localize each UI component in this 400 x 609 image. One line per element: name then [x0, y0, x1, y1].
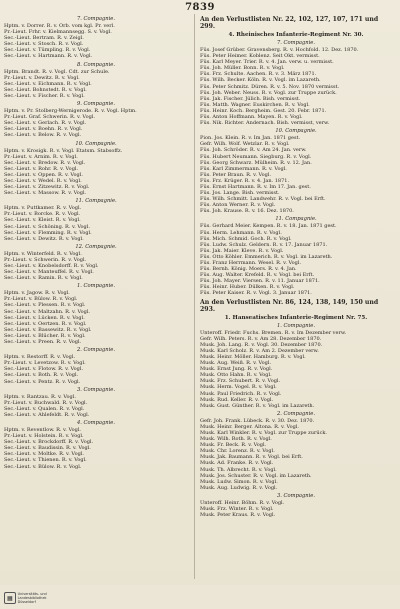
company-title: 11. Compagnie. [275, 216, 317, 223]
section-title: 1. Compagnie. [76, 283, 116, 290]
list-entry: Sec.-Lieut. v. Below. R. v. Vogl. [4, 132, 82, 139]
list-entry: Hptm. v. Jagow. R. v. Vogl. [4, 290, 70, 297]
list-entry: Musk. Fr. Beck. R. v. Vogl. [200, 442, 267, 449]
list-entry: Musk. Ludw. Simon. R. v. Vogl. [200, 478, 278, 485]
list-entry: Füs. Karl Zimmermann. R. v. Vogl. [200, 165, 287, 172]
list-entry: Sec.-Lieut. v. Ahlefeldt. R. v. Vogl. [4, 411, 90, 418]
list-entry: Sec.-Lieut. v. Oertzen. R. v. Vogl. [4, 320, 87, 327]
list-entry: Musk. Chr. Lorenz. R. v. Vogl. [200, 448, 275, 455]
list-entry: Hptm. v. Puttkamer. R. v. Vogl. [4, 205, 82, 212]
library-logo-icon: ▦ [4, 592, 16, 604]
list-entry: Musk. Joh. Lang. R. v. Vogl. 30. Dezember 1870. [200, 341, 323, 348]
list-entry: Füs. Matth. Wagner. Euskirchen. R. v. Vogl. [200, 101, 310, 108]
list-entry: Füs. Bernh. König. Moers. R. v. 4. Jan. [200, 266, 297, 273]
list-entry: Füs. Jak. Maier. Kleve. R. v. Vogl. [200, 247, 284, 254]
list-entry: Füs. Franz Herrmann. Wesel. R. v. Vogl. [200, 260, 302, 266]
list-entry: Hptm. v. Krosigk. R. v. Vogl. Etatsm. Stabsoffz. [4, 147, 123, 154]
list-entry: Hptm. Brandt. R. v. Vogl. Cdt. zur Schule. [4, 68, 110, 75]
list-entry: Musk. Aug. Ludwig. R. v. Vogl. [200, 484, 278, 491]
list-entry: Pr.-Lieut. Graf. Schwerin. R. v. Vogl. [4, 114, 95, 121]
list-entry: Füs. Heinr. Koch. Bergheim. Gest. 20. Febr. 1871. [200, 107, 327, 114]
list-entry: Musk. Frz. Schubert. R. v. Vogl. [200, 378, 281, 385]
section-title: 11. Compagnie. [75, 198, 117, 205]
list-entry: Sec.-Lieut. v. Ramin. R. v. Vogl. [4, 275, 83, 282]
page-number: 7839 [185, 2, 215, 13]
list-entry: Musk. Ad. Franke. R. v. Vogl. [200, 460, 274, 467]
list-entry: Füs. Peter Heimer. Koblenz. Seit Okt. vermisst. [200, 53, 320, 60]
list-entry: Sec.-Lieut. v. Stosch. R. v. Vogl. [4, 41, 84, 48]
list-entry: Pr.-Lieut. v. Levetzow. R. v. Vogl. [4, 360, 86, 367]
list-entry: Füs. Jos. Lange. Bish. vermisst. [200, 190, 280, 197]
list-entry: Pr.-Lieut. v. Holstein. R. v. Vogl. [4, 433, 84, 440]
list-entry: Füs. Ludw. Schulz. Geldern. R. v. 17. Januar 1871. [200, 241, 328, 248]
list-entry: Füs. Heinr. Huber. Dülken. R. v. Vogl. [200, 284, 295, 291]
list-entry: Hptm. v. Restorff. R. v. Vogl. [4, 354, 76, 361]
list-entry: Füs. Peter Schmitz. Düren. R. v. 5. Nov. 1870 vermisst. [200, 83, 340, 90]
list-entry: Füs. Anton Hoffmann. Mayen. R. v. Vogl. [200, 114, 303, 121]
list-entry: Musk. Jos. Schuster. R. v. Vogl. im Lazareth. [200, 472, 312, 479]
list-entry: Musk. Heinr. Möller. Hamburg. R. v. Vogl. [200, 353, 306, 360]
list-entry: Musk. Rud. Keller. R. v. Vogl. [200, 396, 274, 403]
list-entry: Gefr. Joh. Frank. Lübeck. R. v. 30. Dez. 1870. [200, 417, 315, 424]
list-entry: Sec.-Lieut. v. Eichmann. R. v. Vogl. [4, 80, 92, 87]
list-entry: Füs. Aug. Walter. Krefeld. R. v. Vogl. bei Erft. [200, 272, 315, 279]
list-entry: Sec.-Lieut. v. Lücken. R. v. Vogl. [4, 314, 85, 321]
list-entry: Sec.-Lieut. v. Oppen. R. v. Vogl. [4, 171, 83, 178]
section-title: 10. Compagnie. [75, 140, 117, 147]
list-entry: Sec.-Lieut. v. Flemming. R. v. Vogl. [4, 229, 92, 236]
list-entry: Sec.-Lieut. v. Qualen. R. v. Vogl. [4, 405, 85, 412]
list-entry: Sec.-Lieut. v. Boehn. R. v. Vogl. [4, 126, 83, 133]
list-entry: Sec.-Lieut. v. Plessen. R. v. Vogl. [4, 302, 86, 309]
list-entry: Pr.-Lieut. v. Buchwald. R. v. Vogl. [4, 399, 88, 406]
list-entry: Sec.-Lieut. v. Brockdorff. R. v. Vogl. [4, 439, 94, 446]
list-entry: Sec.-Lieut. v. Moltke. R. v. Vogl. [4, 451, 84, 458]
list-entry: Sec.-Lieut. v. Rohr. R. v. Vogl. [4, 165, 79, 172]
list-entry: Sec.-Lieut. v. Preen. R. v. Vogl. [4, 339, 82, 346]
company-title: 7. Compagnie. [276, 40, 316, 46]
list-entry: Sec.-Lieut. v. Massow. R. v. Vogl. [4, 190, 87, 197]
section-title: 2. Compagnie. [76, 347, 116, 354]
list-entry: Füs. Josef Grüber. Gravensberg. R. v. Hochfold. 12. Dez. 1870. [200, 47, 359, 53]
list-entry: Sec.-Lieut. v. Hartmann. R. v. Vogl. [4, 53, 93, 60]
list-entry: Füs. Hubert Neumann. Siegburg. R. v. Vogl. [200, 153, 312, 160]
regiment-title: 4. Rheinisches Infanterie-Regiment Nr. 30. [228, 32, 364, 38]
list-entry: Sec.-Lieut. v. Wedel. R. v. Vogl. [4, 177, 82, 184]
list-entry: Füs. Herm. Lehmann. R. v. Vogl. [200, 229, 282, 236]
column-divider [194, 14, 195, 579]
list-entry: Sec.-Lieut. v. Bassewitz. R. v. Vogl. [4, 326, 92, 333]
list-entry: Sec.-Lieut. v. Flotow. R. v. Vogl. [4, 366, 84, 373]
list-entry: Hptm. v. Winterfeld. R. v. Vogl. [4, 250, 82, 257]
list-entry: Füs. Wilh. Schmitt. Landwehr. R. v. Vogl. bei Erft. [200, 196, 326, 203]
list-entry: Sec.-Lieut. v. Pentz. R. v. Vogl. [4, 378, 81, 385]
company-title: 10. Compagnie. [275, 128, 317, 135]
list-entry: Sec.-Lieut. v. Maltzahn. R. v. Vogl. [4, 308, 91, 315]
list-entry: Füs. Georg Schwarz. Mülheim. R. v. 12. Jan. [200, 159, 312, 166]
list-entry: Sec.-Lieut. v. Fischer. R. v. Vogl. [4, 92, 85, 99]
list-entry: Musk. Aug. Weiß. R. v. Vogl. [200, 360, 272, 367]
list-entry: Musk. Karl Scholz. R. v. Am 2. Dezember verw. [200, 347, 319, 354]
list-entry: Füs. Karl Meyer. Trier. R. v. 4. Jan. verw. u. vermisst. [200, 59, 334, 66]
list-entry: Sec.-Lieut. v. Thienen. R. v. Vogl. [4, 457, 87, 464]
list-entry: Musk. Th. Albrecht. R. v. Vogl. [200, 466, 277, 473]
list-entry: Pr.-Lieut. v. Arnim. R. v. Vogl. [4, 153, 78, 160]
list-entry: Unteroff. Friedr. Fuchs. Bremen. R. v. Im Dezember verw. [200, 329, 347, 336]
list-entry: Musk. Jak. Baumann. R. v. Vogl. bei Erft. [200, 454, 303, 461]
list-entry: Musk. Peter Kraus. R. v. Vogl. [200, 512, 276, 519]
list-entry: Gefr. Wilh. Peters. R. v. Am 28. Dezember 1870. [200, 335, 322, 342]
list-entry: Sec.-Lieut. v. Blücher. R. v. Vogl. [4, 332, 86, 339]
list-entry: Füs. Jak. Fischer. Jülich. Bish. vermisst. [200, 95, 301, 102]
section-title: 7. Compagnie. [76, 16, 116, 22]
section-title: 12. Compagnie. [75, 243, 117, 250]
list-entry: Sec.-Lieut. v. Baudissin. R. v. Vogl. [4, 445, 91, 452]
list-entry: Musk. Ernst Jung. R. v. Vogl. [200, 366, 273, 373]
list-entry: Füs. Joh. Schröder. R. v. Am 24. Jan. verw. [200, 147, 307, 154]
list-entry: Sec.-Lieut. v. Kleist. R. v. Vogl. [4, 217, 81, 224]
section-title: 8. Compagnie. [76, 61, 116, 68]
list-entry: Füs. Nik. Richter. Andernach. Bish. vermisst, verw. [200, 120, 330, 127]
list-entry: Füs. Peter Braun. R. v. Vogl. [200, 171, 272, 178]
list-entry: Füs. Frz. Krüger. R. v. 4. Jan. 1871. [200, 177, 290, 184]
list-entry: Musk. Otto Hahn. R. v. Vogl. [200, 372, 272, 379]
library-logo-text: Universitäts- und Landesbibliothek Düsseldorf [17, 592, 47, 604]
section-title: 3. Compagnie. [76, 386, 116, 393]
right-column [200, 14, 392, 581]
list-entry: Musk. Herm. Vogel. R. v. Vogl. [200, 384, 277, 391]
list-entry: Sec.-Lieut. v. Dewitz. R. v. Vogl. [4, 235, 84, 242]
list-entry: Musk. Frz. Winter. R. v. Vogl. [200, 506, 274, 512]
list-entry: Hptm. v. Dorrer. R. v. Orb. vom kgl. Pr. verl. [4, 23, 115, 29]
company-title: 1. Compagnie. [276, 322, 316, 329]
list-entry: Musk. Karl Winkler. R. v. Vogl. zur Truppe zurück. [200, 429, 327, 436]
list-entry: Füs. Wilh. Becker. Köln. R. v. Vogl. im Lazareth. [200, 77, 321, 84]
list-entry: Pion. Jos. Klein. R. v. Im Jan. 1871 gest. [200, 135, 301, 142]
list-entry: Füs. Otto Köhler. Emmerich. R. v. Vogl. im Lazareth. [200, 253, 333, 260]
list-entry: Sec.-Lieut. v. Knobelsdorff. R. v. Vogl. [4, 263, 99, 269]
list-entry: Sec.-Lieut. Bohnstedt. R. v. Vogl. [4, 86, 87, 93]
list-entry: Sec.-Lieut. v. Bülow. R. v. Vogl. [4, 463, 82, 470]
list-entry: Pr.-Lieut. v. Dewitz. R. v. Vogl. [4, 74, 80, 81]
list-entry: Hptm. v. Pr. Stolberg-Wernigerode. R. v. Vogl. Hptm. [4, 108, 137, 115]
list-entry: Füs. Anton Werner. R. v. Vogl. [200, 202, 276, 209]
list-entry: Hptm. v. Rantzau. R. v. Vogl. [4, 393, 76, 400]
footer [0, 585, 400, 609]
list-entry: Füs. Joh. Müller. Bonn. R. v. Vogl. [200, 65, 285, 72]
list-entry: Hptm. v. Reventlow. R. v. Vogl. [4, 426, 82, 433]
left-column [4, 14, 188, 581]
section-title: 9. Compagnie. [76, 101, 116, 108]
list-entry: Sec.-Lieut. v. Gerlach. R. v. Vogl. [4, 120, 87, 127]
company-title: 2. Compagnie. [276, 410, 316, 417]
list-entry: Musk. Paul Friedrich. R. v. Vogl. [200, 390, 282, 397]
list-entry: Sec.-Lieut. Bertram. R. v. Zeigl. [4, 35, 84, 42]
list-entry: Musk. Gust. Günther. R. v. Vogl. im Lazareth. [200, 402, 315, 409]
list-entry: Sec.-Lieut. v. Bredow. R. v. Vogl. [4, 159, 86, 166]
list-entry: Füs. Mich. Schmid. Goch. R. v. Vogl. [200, 235, 292, 242]
list-entry: Füs. Joh. Mayer. Viersen. R. v. 11. Januar 1871. [200, 278, 320, 285]
list-entry: Pr.-Lieut. v. Borcke. R. v. Vogl. [4, 211, 81, 218]
section-title: 4. Compagnie. [76, 419, 116, 426]
list-entry: Pr.-Lieut. v. Schwerin. R. v. Vogl. [4, 256, 87, 263]
list-entry: Unteroff. Heinr. Böhm. R. v. Vogl. [200, 499, 285, 506]
list-entry: Pr.-Lieut. v. Bülow. R. v. Vogl. [4, 296, 78, 303]
list-entry: Füs. Joh. Weber. Neuss. R. v. Vogl. zur Truppe zurück. [200, 89, 337, 96]
list-entry: Musk. Wilh. Roth. R. v. Vogl. [200, 436, 272, 443]
list-entry: Füs. Peter Kaiser. R. v. Vogl. 3. Januar 1871. [200, 290, 312, 297]
list-entry: Füs. Gerhard Meier. Kempen. R. v. 18. Jan. 1871 gest. [200, 223, 337, 230]
list-entry: Musk. Heinr. Berger. Altona. R. v. Vogl. [200, 423, 299, 430]
list-entry: Sec.-Lieut. v. Both. R. v. Vogl. [4, 372, 79, 379]
list-entry: Gefr. Wilh. Wolf. Wetzlar. R. v. Vogl. [200, 141, 290, 148]
list-entry: Füs. Frz. Schulte. Aachen. R. v. 3. März 1871. [200, 71, 317, 78]
list-entry: Sec.-Lieut. v. Manteuffel. R. v. Vogl. [4, 269, 94, 276]
list-heading: An den Verlustlisten Nr. 86, 124, 138, 149, 150 und 293. [200, 298, 379, 313]
list-entry: Sec.-Lieut. v. Schöning. R. v. Vogl. [4, 223, 90, 230]
regiment-title: 1. Hanseatisches Infanterie-Regiment Nr. 75. [224, 314, 368, 321]
list-heading: An den Verlustlisten Nr. 22, 102, 127, 107, 171 und 299. [200, 16, 379, 30]
list-entry: Pr.-Lieut. Frhr. v. Kielmannsegg. S. v. Vogl. [4, 29, 112, 36]
list-entry: Füs. Joh. Krause. R. v. 16. Dez. 1870. [200, 208, 294, 215]
list-entry: Sec.-Lieut. v. Zitzewitz. R. v. Vogl. [4, 184, 90, 191]
library-logo [4, 591, 64, 605]
list-entry: Füs. Ernst Hartmann. R. v. Im 17. Jan. gest. [200, 183, 311, 190]
company-title: 3. Compagnie. [276, 492, 316, 499]
list-entry: Sec.-Lieut. v. Tümpling. R. v. Vogl. [4, 47, 91, 54]
